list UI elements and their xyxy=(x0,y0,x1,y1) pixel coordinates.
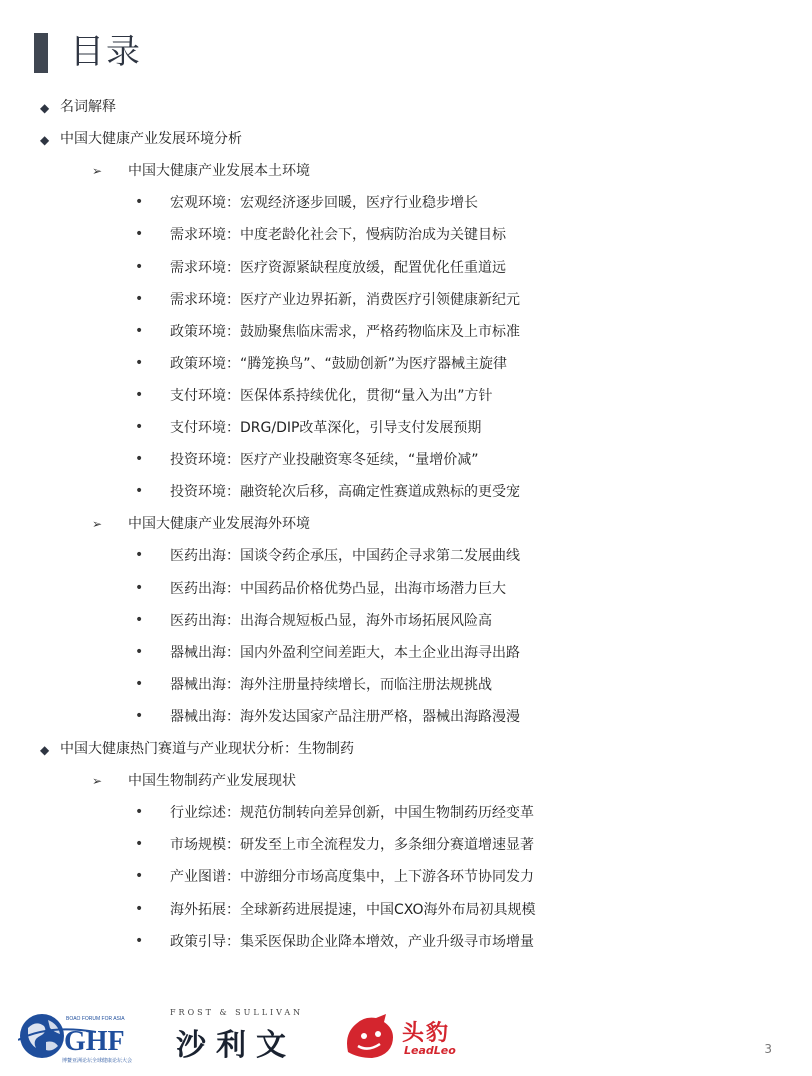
toc-item-level-2[interactable] xyxy=(92,771,296,791)
toc-item-text: 器械出海：海外发达国家产品注册严格，器械出海路漫漫 xyxy=(170,708,520,725)
toc-item-level-3[interactable] xyxy=(135,675,492,695)
toc-item-level-3[interactable] xyxy=(135,835,534,855)
diamond-bullet-icon: ◆ xyxy=(40,133,50,148)
arrow-bullet-icon: ➢ xyxy=(92,517,103,532)
toc-item-level-2[interactable] xyxy=(92,514,310,534)
toc-item-level-3[interactable] xyxy=(135,803,534,823)
toc-item-level-3[interactable] xyxy=(135,450,479,470)
dot-bullet-icon: • xyxy=(135,900,144,917)
toc-item-level-3[interactable] xyxy=(135,932,534,952)
toc-item-level-3[interactable] xyxy=(135,643,520,663)
toc-item-level-3[interactable] xyxy=(135,354,508,374)
toc-item-text: 中国生物制药产业发展现状 xyxy=(128,773,296,790)
dot-bullet-icon: • xyxy=(135,547,144,564)
frost-sullivan-en: FROST & SULLIVAN xyxy=(170,1008,304,1017)
toc-item-text: 支付环境：医保体系持续优化，贯彻“量入为出”方针 xyxy=(170,387,493,404)
dot-bullet-icon: • xyxy=(135,579,144,596)
dot-bullet-icon: • xyxy=(135,322,144,339)
toc-item-level-3[interactable] xyxy=(135,258,506,278)
toc-item-text: 器械出海：海外注册量持续增长，而临注册法规挑战 xyxy=(170,676,492,693)
toc-item-text: 需求环境：医疗产业边界拓新，消费医疗引领健康新纪元 xyxy=(170,291,520,308)
toc-item-level-3[interactable] xyxy=(135,225,506,245)
dot-bullet-icon: • xyxy=(135,643,144,660)
toc-item-text: 中国大健康产业发展海外环境 xyxy=(128,516,310,533)
diamond-bullet-icon: ◆ xyxy=(40,101,50,115)
toc-item-level-3[interactable] xyxy=(135,290,520,310)
toc-item-level-3[interactable] xyxy=(135,193,478,213)
dot-bullet-icon: • xyxy=(135,194,144,211)
toc-item-text: 行业综述：规范仿制转向差异创新，中国生物制药历经变革 xyxy=(170,805,534,822)
leopard-head-icon xyxy=(342,1012,398,1060)
toc-item-level-3[interactable] xyxy=(135,900,536,920)
toc-item-text: 海外拓展：全球新药进展提速，中国CXO海外布局初具规模 xyxy=(170,901,536,918)
toc-item-text: 需求环境：医疗资源紧缺程度放缓，配置优化任重道远 xyxy=(170,259,506,276)
footer-logos xyxy=(18,1002,538,1068)
diamond-bullet-icon: ◆ xyxy=(40,743,50,757)
toc-item-level-1[interactable] xyxy=(40,129,242,149)
toc-item-text: 医药出海：出海合规短板凸显，海外市场拓展风险高 xyxy=(170,612,492,629)
dot-bullet-icon: • xyxy=(135,386,144,403)
frost-sullivan-cn: 沙利文 xyxy=(176,1028,296,1063)
ghf-main-text: GHF xyxy=(64,1026,125,1057)
toc-item-text: 产业图谱：中游细分市场高度集中，上下游各环节协同发力 xyxy=(170,869,534,886)
toc-item-level-2[interactable] xyxy=(92,161,310,181)
toc-item-text: 政策引导：集采医保助企业降本增效，产业升级寻市场增量 xyxy=(170,933,534,950)
dot-bullet-icon: • xyxy=(135,675,144,692)
dot-bullet-icon: • xyxy=(135,868,144,885)
dot-bullet-icon: • xyxy=(135,611,144,628)
toc-item-level-3[interactable] xyxy=(135,386,493,406)
page-number: 3 xyxy=(764,1042,772,1056)
toc-item-text: 需求环境：中度老龄化社会下，慢病防治成为关键目标 xyxy=(170,227,506,244)
frost-sullivan-logo xyxy=(168,1006,338,1062)
ghf-top-text: BOAO FORUM FOR ASIA xyxy=(66,1016,125,1022)
title-accent-bar xyxy=(34,33,48,73)
toc-item-level-3[interactable] xyxy=(135,707,520,727)
leadleo-en: LeadLeo xyxy=(404,1044,456,1057)
dot-bullet-icon: • xyxy=(135,226,144,243)
page-title: 目录 xyxy=(70,32,142,72)
toc-item-level-3[interactable] xyxy=(135,611,492,631)
toc-item-level-3[interactable] xyxy=(135,546,520,566)
dot-bullet-icon: • xyxy=(135,451,144,468)
toc-item-text: 中国大健康热门赛道与产业现状分析：生物制药 xyxy=(60,741,354,757)
dot-bullet-icon: • xyxy=(135,290,144,307)
toc-item-level-1[interactable] xyxy=(40,97,116,117)
toc-item-text: 名词解释 xyxy=(60,99,116,115)
dot-bullet-icon: • xyxy=(135,804,144,821)
toc-item-text: 市场规模：研发至上市全流程发力，多条细分赛道增速显著 xyxy=(170,837,534,854)
toc-item-text: 支付环境：DRG/DIP改革深化，引导支付发展预期 xyxy=(170,420,482,436)
leadleo-cn: 头豹 xyxy=(402,1021,451,1046)
dot-bullet-icon: • xyxy=(135,932,144,949)
dot-bullet-icon: • xyxy=(135,354,144,371)
ghf-logo xyxy=(18,1006,148,1066)
dot-bullet-icon: • xyxy=(135,483,144,500)
toc-item-text: 投资环境：医疗产业投融资寒冬延续，“量增价减” xyxy=(170,452,479,469)
toc-item-text: 中国大健康产业发展环境分析 xyxy=(60,131,242,148)
toc-item-level-3[interactable] xyxy=(135,579,506,599)
arrow-bullet-icon: ➢ xyxy=(92,774,103,789)
toc-item-text: 中国大健康产业发展本土环境 xyxy=(128,163,310,180)
toc-item-level-3[interactable] xyxy=(135,482,520,502)
toc-item-text: 医药出海：中国药品价格优势凸显，出海市场潜力巨大 xyxy=(170,580,506,597)
ghf-bottom-text: 博鳌亚洲论坛全球健康论坛大会 xyxy=(62,1058,133,1064)
dot-bullet-icon: • xyxy=(135,258,144,275)
toc-item-text: 投资环境：融资轮次后移，高确定性赛道成熟标的更受宠 xyxy=(170,484,520,501)
leadleo-logo xyxy=(342,1012,502,1064)
dot-bullet-icon: • xyxy=(135,419,144,435)
toc-item-text: 政策环境：鼓励聚焦临床需求，严格药物临床及上市标准 xyxy=(170,323,520,340)
dot-bullet-icon: • xyxy=(135,836,144,853)
toc-item-level-3[interactable] xyxy=(135,322,520,342)
arrow-bullet-icon: ➢ xyxy=(92,164,103,179)
toc-item-level-3[interactable] xyxy=(135,867,534,887)
toc-item-level-3[interactable] xyxy=(135,418,482,438)
toc-item-level-1[interactable] xyxy=(40,739,354,759)
toc-item-text: 医药出海：国谈令药企承压，中国药企寻求第二发展曲线 xyxy=(170,548,520,565)
toc-item-text: 器械出海：国内外盈利空间差距大，本土企业出海寻出路 xyxy=(170,644,520,661)
toc-item-text: 宏观环境：宏观经济逐步回暖，医疗行业稳步增长 xyxy=(170,195,478,212)
toc-item-text: 政策环境：“腾笼换鸟”、“鼓励创新”为医疗器械主旋律 xyxy=(170,355,508,372)
dot-bullet-icon: • xyxy=(135,707,144,724)
